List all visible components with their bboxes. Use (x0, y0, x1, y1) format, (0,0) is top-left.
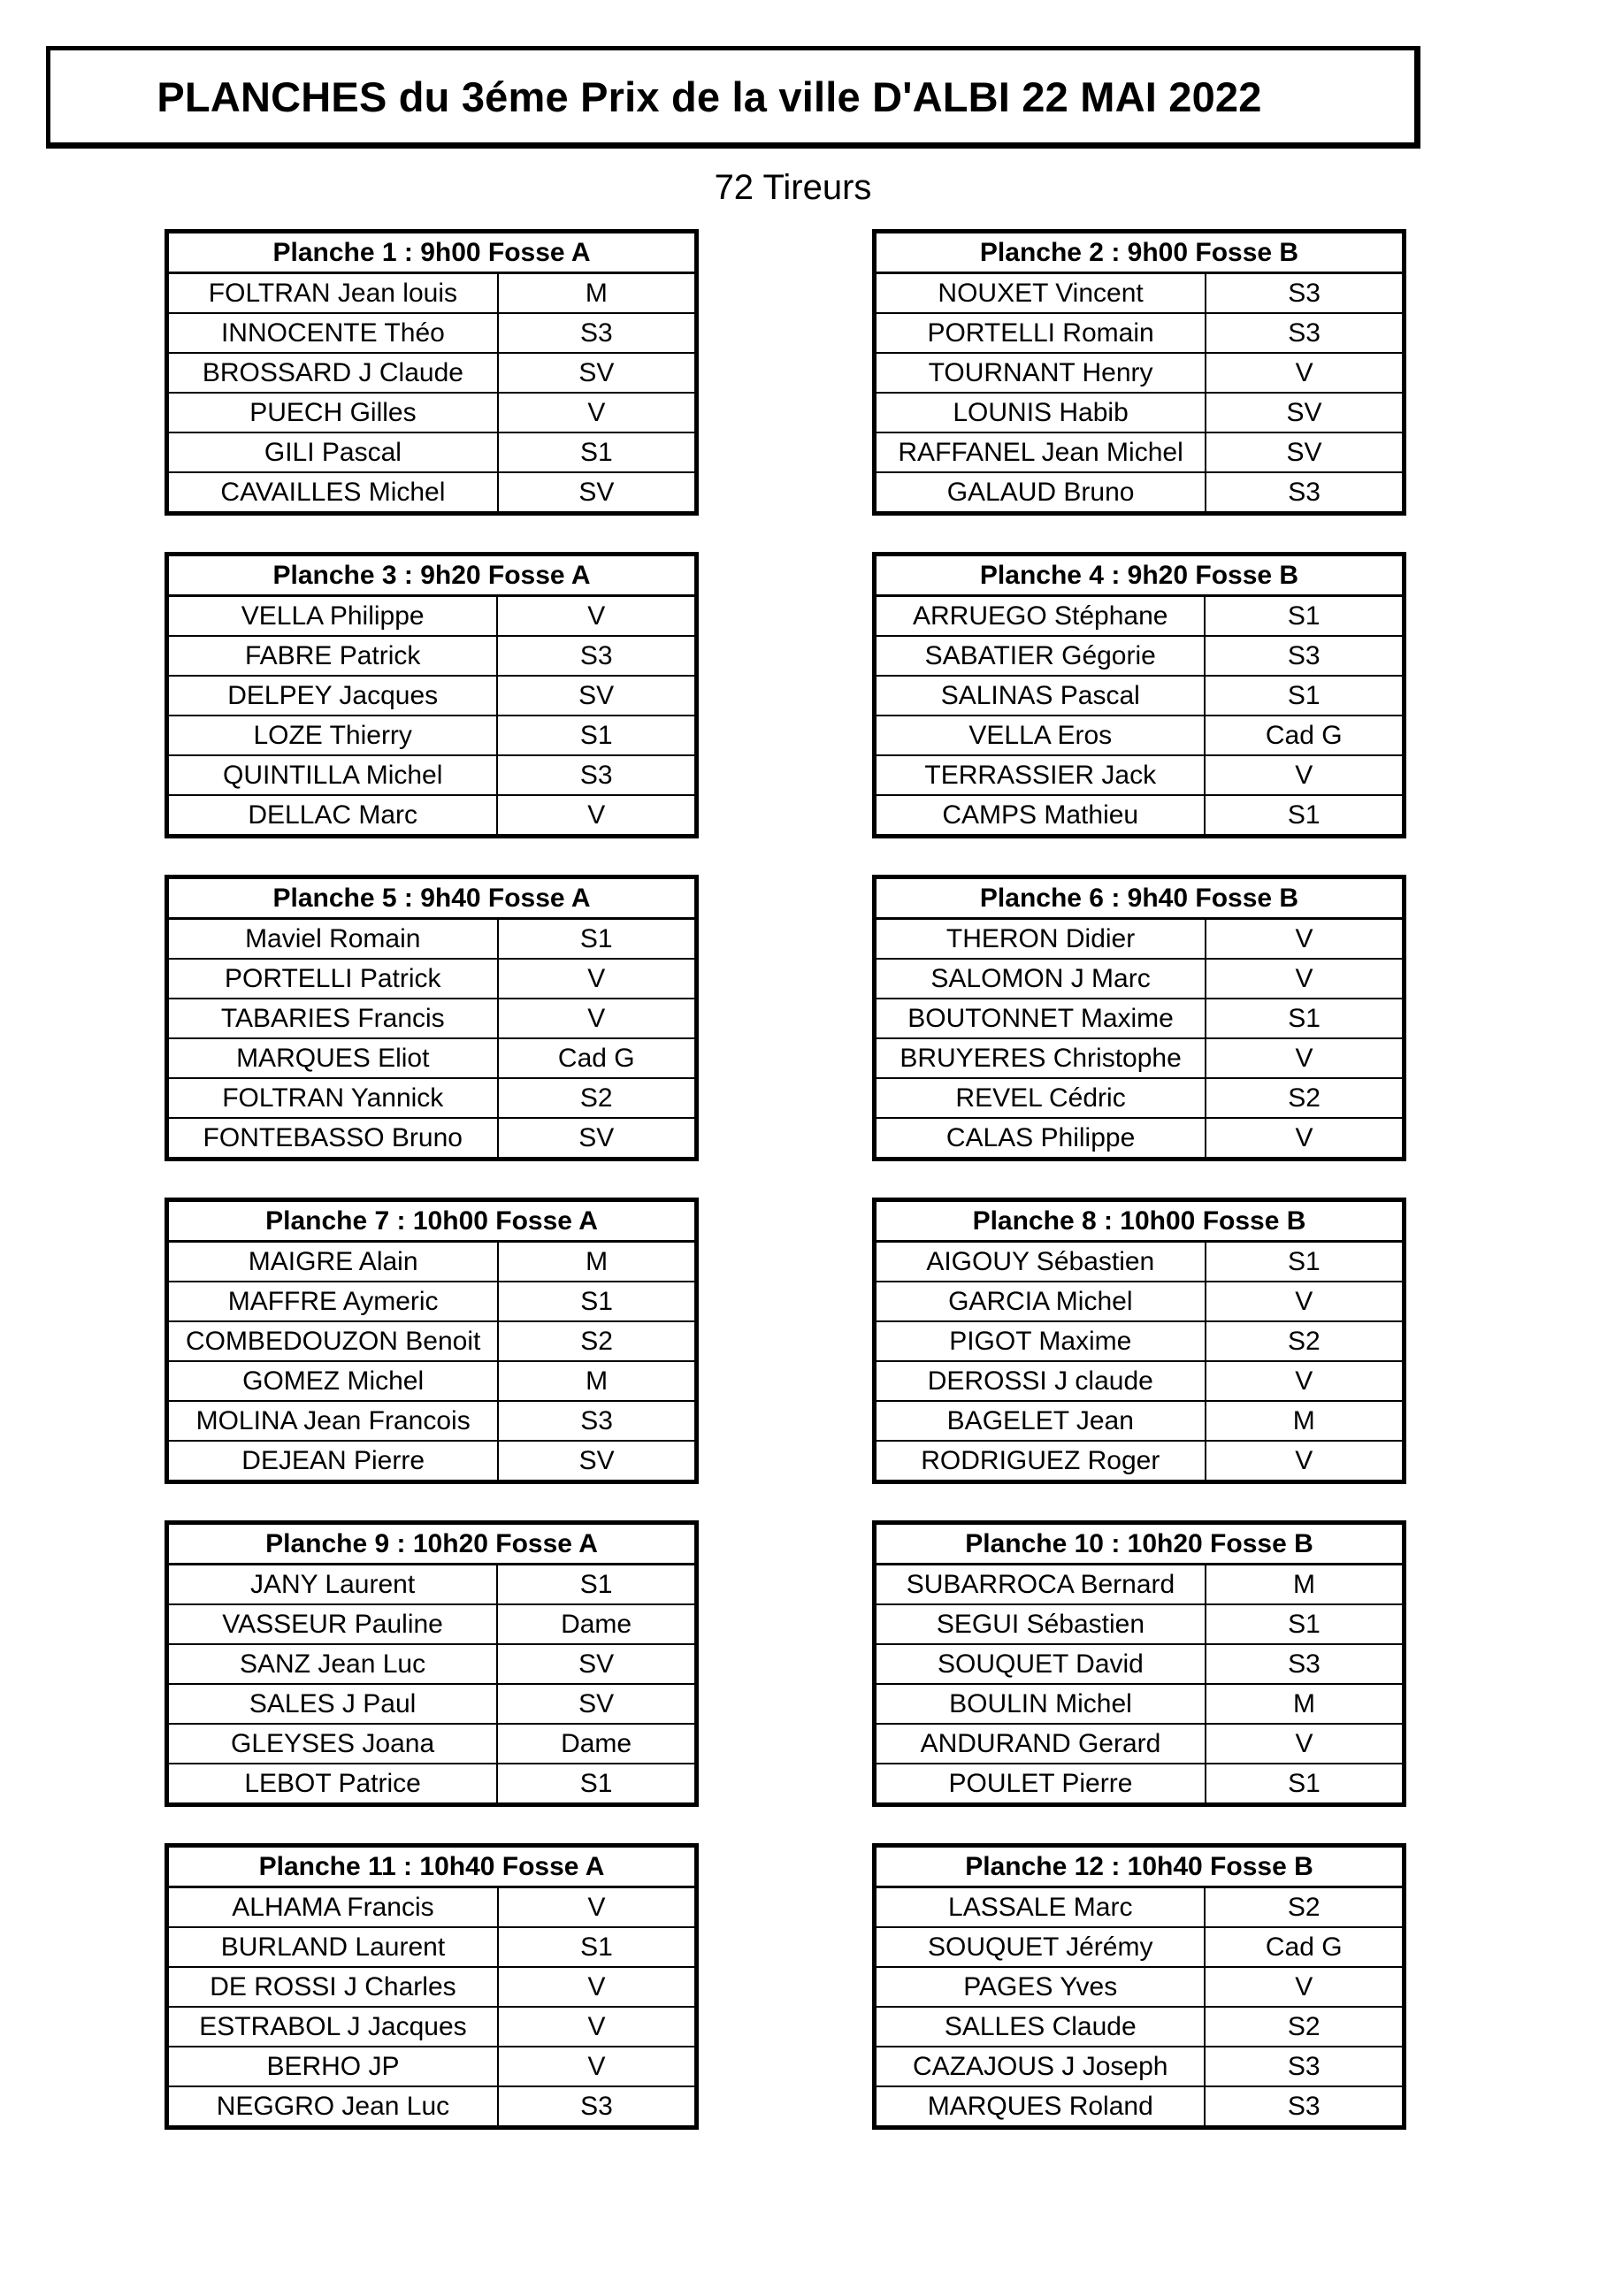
table-row (167, 1764, 697, 1805)
shooter-category: Cad G (1205, 1927, 1404, 1967)
planche-title: Planche 2 : 9h00 Fosse B (875, 232, 1405, 273)
shooter-category: S2 (1206, 1078, 1404, 1118)
shooter-category: SV (497, 1684, 696, 1724)
shooter-name: BOULIN Michel (875, 1684, 1206, 1724)
shooter-name: ESTRABOL J Jacques (167, 2007, 498, 2047)
shooter-category: S2 (1205, 1887, 1404, 1928)
planche-table-9 (165, 1520, 699, 1807)
table-row (167, 1927, 697, 1967)
shooter-category: S1 (1206, 1604, 1405, 1644)
shooter-category: V (1206, 1724, 1405, 1764)
shooter-name: PAGES Yves (875, 1967, 1206, 2007)
shooter-category: S1 (498, 432, 697, 472)
shooter-category: V (498, 1887, 697, 1928)
shooter-category: S2 (498, 1321, 696, 1361)
table-row (875, 1764, 1405, 1805)
shooter-name: SUBARROCA Bernard (875, 1565, 1206, 1605)
shooter-name: LOZE Thierry (167, 716, 498, 755)
shooter-name: DELLAC Marc (167, 795, 498, 837)
planche-title: Planche 6 : 9h40 Fosse B (875, 877, 1405, 919)
table-row (875, 596, 1405, 637)
table-row (167, 1038, 697, 1078)
table-row (875, 1321, 1405, 1361)
shooter-category: S1 (497, 1764, 696, 1805)
table-row (167, 795, 697, 837)
shooter-name: SALINAS Pascal (875, 676, 1206, 716)
table-row (167, 353, 697, 393)
shooter-name: DE ROSSI J Charles (167, 1967, 498, 2007)
shooter-name: MARQUES Roland (875, 2086, 1206, 2128)
planche-title: Planche 11 : 10h40 Fosse A (167, 1846, 697, 1887)
shooter-category: Dame (497, 1724, 696, 1764)
table-row (167, 1887, 697, 1928)
table-row (875, 1684, 1405, 1724)
table-row (167, 273, 697, 314)
table-row (875, 2047, 1405, 2086)
shooter-name: CALAS Philippe (875, 1118, 1206, 1159)
shooter-name: DELPEY Jacques (167, 676, 498, 716)
shooter-category: SV (1206, 393, 1404, 432)
planche-title: Planche 8 : 10h00 Fosse B (875, 1200, 1405, 1242)
shooter-name: CAVAILLES Michel (167, 472, 498, 514)
planche-table-6 (872, 875, 1406, 1161)
shooter-category: V (1206, 1361, 1405, 1401)
shooter-name: GARCIA Michel (875, 1282, 1206, 1321)
shooter-name: PUECH Gilles (167, 393, 498, 432)
table-row (167, 1242, 697, 1282)
table-row (875, 755, 1405, 795)
table-row (875, 1565, 1405, 1605)
table-row (875, 1242, 1405, 1282)
shooter-category: M (498, 1242, 696, 1282)
shooter-category: Dame (497, 1604, 696, 1644)
shooter-name: TERRASSIER Jack (875, 755, 1206, 795)
shooter-category: M (498, 273, 697, 314)
shooter-name: VASSEUR Pauline (167, 1604, 498, 1644)
table-row (875, 2007, 1405, 2047)
planche-header-row (167, 1846, 697, 1887)
shooter-name: MARQUES Eliot (167, 1038, 498, 1078)
shooter-name: SALLES Claude (875, 2007, 1206, 2047)
shooter-name: LASSALE Marc (875, 1887, 1206, 1928)
planche-table-5 (165, 875, 699, 1161)
shooter-category: S1 (498, 1927, 697, 1967)
shooter-name: SALES J Paul (167, 1684, 498, 1724)
shooter-category: SV (1206, 432, 1404, 472)
shooter-name: MOLINA Jean Francois (167, 1401, 499, 1441)
table-row (167, 313, 697, 353)
table-row (875, 676, 1405, 716)
planche-title: Planche 1 : 9h00 Fosse A (167, 232, 697, 273)
planche-header-row (167, 1200, 697, 1242)
shooter-category: V (497, 795, 696, 837)
table-row (167, 1724, 697, 1764)
shooter-name: FONTEBASSO Bruno (167, 1118, 498, 1159)
planche-table-4 (872, 552, 1406, 838)
planche-header-row (875, 1523, 1405, 1565)
planche-header-row (167, 877, 697, 919)
planche-header-row (875, 1200, 1405, 1242)
shooter-category: V (498, 1967, 697, 2007)
shooter-category: S3 (498, 313, 697, 353)
shooter-category: V (1206, 1038, 1404, 1078)
planche-table-11 (165, 1843, 699, 2130)
shooter-name: BAGELET Jean (875, 1401, 1206, 1441)
subtitle (0, 168, 1623, 208)
planche-table-3 (165, 552, 699, 838)
shooter-name: PIGOT Maxime (875, 1321, 1206, 1361)
table-row (875, 1604, 1405, 1644)
shooter-category: S2 (498, 1078, 697, 1118)
shooter-category: S3 (1206, 273, 1404, 314)
shooter-name: BROSSARD J Claude (167, 353, 498, 393)
table-row (167, 1967, 697, 2007)
table-row (167, 1604, 697, 1644)
planche-header-row (875, 555, 1405, 596)
shooter-name: TABARIES Francis (167, 999, 498, 1038)
table-row (875, 472, 1405, 514)
shooter-name: DEJEAN Pierre (167, 1441, 499, 1482)
shooter-category: M (1206, 1565, 1405, 1605)
shooter-category: S2 (1206, 1321, 1405, 1361)
table-row (167, 432, 697, 472)
table-row (875, 1724, 1405, 1764)
shooter-category: S1 (498, 919, 697, 960)
shooter-category: Cad G (498, 1038, 697, 1078)
shooter-category: S3 (498, 1401, 696, 1441)
planche-header-row (875, 232, 1405, 273)
shooter-name: COMBEDOUZON Benoit (167, 1321, 499, 1361)
shooter-category: S3 (498, 2086, 697, 2128)
shooter-count: 72 Tireurs (714, 168, 872, 207)
shooter-name: SEGUI Sébastien (875, 1604, 1206, 1644)
planche-title: Planche 4 : 9h20 Fosse B (875, 555, 1405, 596)
table-row (875, 1361, 1405, 1401)
planche-title: Planche 3 : 9h20 Fosse A (167, 555, 697, 596)
shooter-category: M (1206, 1684, 1405, 1724)
table-row (167, 2047, 697, 2086)
shooter-category: V (1206, 1282, 1405, 1321)
planche-title: Planche 9 : 10h20 Fosse A (167, 1523, 697, 1565)
shooter-category: V (1206, 959, 1404, 999)
shooter-name: LEBOT Patrice (167, 1764, 498, 1805)
planche-table-2 (872, 229, 1406, 516)
shooter-category: S2 (1205, 2007, 1404, 2047)
table-row (167, 1282, 697, 1321)
table-row (875, 1038, 1405, 1078)
shooter-name: PORTELLI Patrick (167, 959, 498, 999)
shooter-category: V (498, 999, 697, 1038)
table-row (167, 2086, 697, 2128)
shooter-name: GLEYSES Joana (167, 1724, 498, 1764)
planche-table-10 (872, 1520, 1406, 1807)
shooter-name: SANZ Jean Luc (167, 1644, 498, 1684)
planche-table-7 (165, 1198, 699, 1484)
shooter-name: DEROSSI J claude (875, 1361, 1206, 1401)
shooter-category: SV (498, 472, 697, 514)
shooter-name: VELLA Philippe (167, 596, 498, 637)
shooter-category: M (1206, 1401, 1405, 1441)
shooter-category: V (1205, 1967, 1404, 2007)
shooter-category: S1 (1205, 676, 1404, 716)
table-row (167, 1401, 697, 1441)
shooter-name: ARRUEGO Stéphane (875, 596, 1206, 637)
shooter-name: AIGOUY Sébastien (875, 1242, 1206, 1282)
table-row (167, 2007, 697, 2047)
shooter-category: V (1206, 1441, 1405, 1482)
shooter-name: SOUQUET Jérémy (875, 1927, 1206, 1967)
table-row (167, 596, 697, 637)
shooter-category: S1 (498, 1282, 696, 1321)
table-row (875, 1927, 1405, 1967)
planche-table-1 (165, 229, 699, 516)
shooter-name: REVEL Cédric (875, 1078, 1206, 1118)
shooter-name: POULET Pierre (875, 1764, 1206, 1805)
table-row (167, 1565, 697, 1605)
shooter-name: BRUYERES Christophe (875, 1038, 1206, 1078)
shooter-category: M (498, 1361, 696, 1401)
planche-header-row (875, 877, 1405, 919)
shooter-name: LOUNIS Habib (875, 393, 1206, 432)
shooter-name: RAFFANEL Jean Michel (875, 432, 1206, 472)
table-row (167, 676, 697, 716)
shooter-category: V (498, 393, 697, 432)
shooter-name: PORTELLI Romain (875, 313, 1206, 353)
table-row (875, 999, 1405, 1038)
table-row (167, 755, 697, 795)
planche-title: Planche 7 : 10h00 Fosse A (167, 1200, 697, 1242)
planche-title: Planche 10 : 10h20 Fosse B (875, 1523, 1405, 1565)
shooter-category: S1 (497, 716, 696, 755)
title-box (46, 46, 1420, 149)
shooter-category: SV (497, 676, 696, 716)
shooter-name: RODRIGUEZ Roger (875, 1441, 1206, 1482)
shooter-name: Maviel Romain (167, 919, 498, 960)
table-row (875, 432, 1405, 472)
table-row (875, 1887, 1405, 1928)
shooter-name: BERHO JP (167, 2047, 498, 2086)
table-row (167, 1684, 697, 1724)
shooter-category: S3 (1205, 636, 1404, 676)
shooter-category: V (498, 2007, 697, 2047)
shooter-category: S1 (1205, 596, 1404, 637)
shooter-category: V (1205, 755, 1404, 795)
shooter-name: CAMPS Mathieu (875, 795, 1206, 837)
shooter-name: QUINTILLA Michel (167, 755, 498, 795)
shooter-category: S3 (1205, 2086, 1404, 2128)
shooter-category: V (1206, 919, 1404, 960)
shooter-category: S3 (1206, 1644, 1405, 1684)
table-row (875, 393, 1405, 432)
table-row (875, 2086, 1405, 2128)
table-row (875, 1282, 1405, 1321)
shooter-category: SV (497, 1644, 696, 1684)
page-title: PLANCHES du 3éme Prix de la ville D'ALBI 22 MAI 2022 (157, 73, 1262, 120)
table-row (875, 919, 1405, 960)
planche-table-12 (872, 1843, 1406, 2130)
shooter-name: INNOCENTE Théo (167, 313, 498, 353)
shooter-name: FOLTRAN Jean louis (167, 273, 498, 314)
table-row (875, 1401, 1405, 1441)
table-row (167, 472, 697, 514)
shooter-name: SALOMON J Marc (875, 959, 1206, 999)
shooter-name: MAFFRE Aymeric (167, 1282, 499, 1321)
shooter-category: SV (498, 1118, 697, 1159)
shooter-category: S3 (1206, 472, 1404, 514)
shooter-name: SOUQUET David (875, 1644, 1206, 1684)
table-row (875, 353, 1405, 393)
table-row (875, 1078, 1405, 1118)
table-row (875, 273, 1405, 314)
shooter-name: VELLA Eros (875, 716, 1206, 755)
shooter-name: NEGGRO Jean Luc (167, 2086, 498, 2128)
shooter-category: S3 (1205, 2047, 1404, 2086)
table-row (167, 1078, 697, 1118)
shooter-category: S3 (497, 755, 696, 795)
planche-header-row (167, 1523, 697, 1565)
table-row (875, 1644, 1405, 1684)
shooter-name: MAIGRE Alain (167, 1242, 499, 1282)
table-row (167, 716, 697, 755)
table-row (167, 999, 697, 1038)
table-row (167, 1644, 697, 1684)
table-row (875, 636, 1405, 676)
shooter-category: SV (498, 1441, 696, 1482)
table-row (875, 959, 1405, 999)
shooter-name: ALHAMA Francis (167, 1887, 498, 1928)
shooter-name: BURLAND Laurent (167, 1927, 498, 1967)
shooter-category: S3 (497, 636, 696, 676)
table-row (167, 1321, 697, 1361)
table-row (167, 636, 697, 676)
shooter-category: V (498, 2047, 697, 2086)
table-row (167, 393, 697, 432)
table-row (167, 919, 697, 960)
shooter-category: V (1206, 1118, 1404, 1159)
table-row (167, 959, 697, 999)
shooter-name: NOUXET Vincent (875, 273, 1206, 314)
table-row (875, 1441, 1405, 1482)
planche-header-row (167, 555, 697, 596)
table-row (875, 1118, 1405, 1159)
shooter-category: V (1206, 353, 1404, 393)
shooter-name: GALAUD Bruno (875, 472, 1206, 514)
table-row (167, 1118, 697, 1159)
shooter-category: S1 (1206, 1242, 1405, 1282)
shooter-name: GOMEZ Michel (167, 1361, 499, 1401)
table-row (167, 1361, 697, 1401)
shooter-category: S1 (1206, 1764, 1405, 1805)
table-row (875, 1967, 1405, 2007)
shooter-name: GILI Pascal (167, 432, 498, 472)
shooter-category: S3 (1206, 313, 1404, 353)
planche-table-8 (872, 1198, 1406, 1484)
shooter-category: V (498, 959, 697, 999)
shooter-category: S1 (1206, 999, 1404, 1038)
shooter-category: SV (498, 353, 697, 393)
shooter-name: FABRE Patrick (167, 636, 498, 676)
planche-header-row (875, 1846, 1405, 1887)
table-row (875, 313, 1405, 353)
shooter-name: BOUTONNET Maxime (875, 999, 1206, 1038)
shooter-category: S1 (497, 1565, 696, 1605)
table-row (875, 795, 1405, 837)
shooter-name: SABATIER Gégorie (875, 636, 1206, 676)
shooter-name: JANY Laurent (167, 1565, 498, 1605)
shooter-name: FOLTRAN Yannick (167, 1078, 498, 1118)
shooter-name: ANDURAND Gerard (875, 1724, 1206, 1764)
planche-title: Planche 12 : 10h40 Fosse B (875, 1846, 1405, 1887)
shooter-name: THERON Didier (875, 919, 1206, 960)
planche-header-row (167, 232, 697, 273)
table-row (167, 1441, 697, 1482)
shooter-category: S1 (1205, 795, 1404, 837)
table-row (875, 716, 1405, 755)
shooter-name: TOURNANT Henry (875, 353, 1206, 393)
shooter-category: V (497, 596, 696, 637)
planche-title: Planche 5 : 9h40 Fosse A (167, 877, 697, 919)
shooter-category: Cad G (1205, 716, 1404, 755)
shooter-name: CAZAJOUS J Joseph (875, 2047, 1206, 2086)
